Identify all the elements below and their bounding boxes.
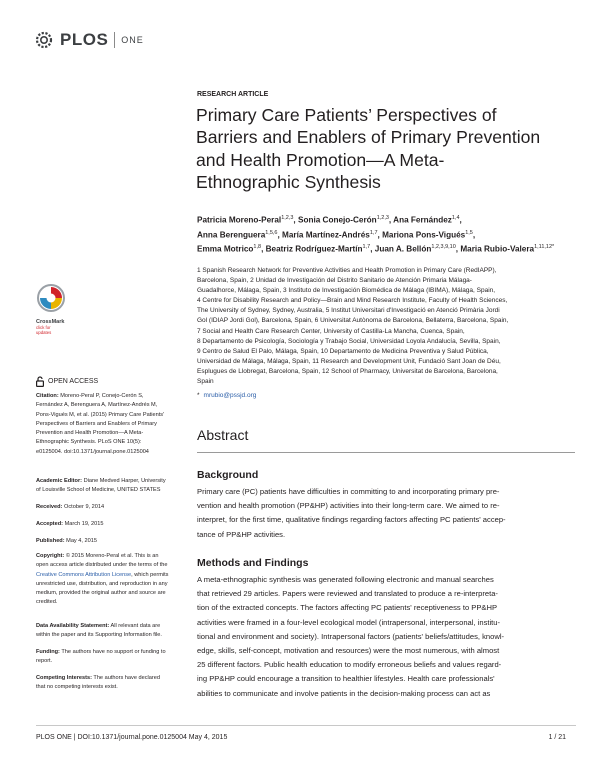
author-list: Patricia Moreno-Peral$^{1,2,3}$, Sonia Conejo-Cerón$^{1,2,3}$, Ana Fernández$^{1,4}$, Anna Berenguera$^{1,5,6}$, María Martínez-Andrés$^{1,7}$, Mariona Pons-Vigués$^{1,5}$, Emma Motrico$^{1,8}$, Beatriz Rodríguez-Martín$^{1,7}$, Juan A. Bellón$^{1,2,3,9,10}$, Maria Rubio-Valera$^{1,11,12*}$ [197,215,555,255]
received-label: Received: [36,504,63,510]
data-availability-line: within the paper and its Supporting Information file. [36,632,162,639]
funding-line: report. [36,658,53,665]
plos-logo-icon [34,30,56,50]
copyright-line: © 2015 Moreno-Peral et al. This is an [65,553,159,559]
affiliations [197,266,577,387]
published-label: Published: [36,538,65,544]
author-affil: 1,2,3 [281,215,294,221]
open-access-badge [36,376,98,387]
author-name[interactable]: Emma Motrico [197,245,254,255]
text-line: tion of the extracted concepts. The factors affecting PC patients' receptiveness to PP&HP [197,603,498,613]
published-date [36,537,176,546]
text-line: interpret, for the first time, qualitative findings regarding factors affecting PC patients' accep- [197,515,506,525]
funding-block [36,648,176,667]
author-affil: 1,8 [253,244,262,251]
affiliation-line: The University of Sydney, Sydney, Australia, 5 Institut Universitari d'Investigació en Atenció Primària Jordi [197,307,500,315]
author-affil: 1,7 [362,244,371,251]
affiliation-line: Barcelona, Spain, 2 Unidad de Investigación del Distrito Sanitario de Atención Primaria Málaga- [197,277,472,285]
abstract-heading: Abstract [197,427,249,443]
competing-interests-block [36,674,176,693]
affiliation-line: Universidad de Málaga, Málaga, Spain, 11 Research and Development Unit, Fundació Sant Joan de Déu, [197,357,501,365]
citation-line: Fernández A, Berenguera A, Martínez-Andrés M, [36,402,158,409]
affiliation-line: 7 Social and Health Care Research Center, University of Castilla-La Mancha, Cuenca, Spain, [197,327,465,335]
affiliation-line: 8 Departamento de Psicología, Sociología y Trabajo Social, Universidad Loyola Andalucía, Sevilla, Spain, [197,337,501,345]
copyright-line: medium, provided the original author and source are [36,590,166,597]
author-affil: 1,7 [369,229,378,236]
citation-label: Citation: [36,393,59,399]
license-link[interactable]: Creative Commons Attribution License [36,571,132,578]
affiliation-line: Spain [197,378,214,386]
section-divider [197,452,575,453]
logo-divider [114,32,115,48]
crossmark-label: CrossMark [36,319,65,325]
corresponding-marker: * [197,392,200,399]
data-availability-line: All relevant data are [110,623,161,629]
data-availability-label: Data Availability Statement: [36,623,110,629]
text-line: vention and health promotion (PP&HP) activities into their long-term care. We aimed to re- [197,501,500,511]
title-line: Primary Care Patients’ Perspectives of [196,105,497,125]
citation-line: Ethnographic Synthesis. PLoS ONE 10(5): [36,439,142,446]
affiliation-line: Esplugues de Llobregat, Barcelona, Spain, 12 School of Pharmacy, Universitat de Barcelona, Barcelona, [197,367,498,375]
citation-line: Pons-Vigués M, et al. (2015) Primary Care Patients' [36,411,165,418]
competing-interests-line: The authors have declared [93,675,160,681]
text-line: 25 different factors. Public health education to modify erroneous beliefs and values regard- [197,660,502,670]
affiliation-line: Gol (IDIAP Jordi Gol), Barcelona, Spain, 6 Universitat Autònoma de Barcelona, Bellaterra, Barcelona, Spain, [197,317,509,325]
footer-divider [36,725,576,726]
text-line: that retrieved 29 articles. Papers were reviewed and translated to produce a re-interpreta- [197,589,498,599]
copyright-block [36,552,176,608]
copyright-label: Copyright: [36,553,65,559]
citation-line: Perspectives of Barriers and Enablers of Primary [36,420,157,427]
copyright-line: open access article distributed under the terms of the [36,562,168,569]
page-number: 1 / 21 [548,734,566,741]
citation-line: Prevention and Health Promotion—A Meta- [36,430,144,437]
received-value: October 9, 2014 [64,504,105,510]
author-name[interactable]: Ana Fernández [393,215,452,225]
author-name[interactable]: María Martínez-Andrés [282,230,370,240]
journal-name: ONE [121,35,144,45]
citation-line: Moreno-Peral P, Conejo-Cerón S, [60,393,144,399]
accepted-label: Accepted: [36,521,64,527]
author-affil: 1,5,6 [265,229,278,236]
funding-line: The authors have no support or funding to [61,649,166,655]
text-line: abilities to communicate and involve patients in the decision-making process can act as [197,688,491,698]
text-line: activities were framed in a four-level ecological model (intrapersonal, interpersonal, institu- [197,617,501,627]
brand-name: PLOS [60,30,109,49]
competing-interests-label: Competing Interests: [36,675,92,681]
editor-label: Academic Editor: [36,478,83,484]
accepted-value: March 19, 2015 [64,521,104,527]
affiliation-line: 4 Centre for Disability Research and Policy—Brain and Mind Research Institute, Faculty of Health Sciences, [197,297,508,305]
author-name[interactable]: Maria Rubio-Valera [460,245,535,255]
title-line: Ethnographic Synthesis [196,172,381,193]
received-date [36,503,176,512]
affiliation-line: 1 Spanish Research Network for Preventive Activities and Health Promotion in Primary Care (RedIAPP), [197,267,497,274]
open-lock-icon [36,376,44,387]
copyright-line: credited. [36,599,58,606]
citation-block [36,392,176,457]
title-line: Barriers and Enablers of Primary Prevention [196,127,541,148]
text-line: tional and environment and society). Intrapersonal factors (patients' beliefs/attitudes, knowl- [197,631,505,641]
author-name[interactable]: Patricia Moreno-Peral [197,215,282,225]
crossmark-badge[interactable] [36,283,66,335]
funding-label: Funding: [36,649,60,655]
author-affil: 1,5 [465,229,473,236]
text-line: A meta-ethnographic synthesis was generated following electronic and manual searches [197,575,494,584]
author-name[interactable]: Juan A. Bellón [374,245,432,255]
editor-line: of Louisville School of Medicine, UNITED STATES [36,487,161,494]
corresponding-email [197,392,256,399]
academic-editor-block [36,477,176,496]
author-affil: 1,2,3,9,10 [431,244,456,251]
open-access-label: OPEN ACCESS [48,378,99,385]
methods-heading: Methods and Findings [197,557,309,569]
data-availability-block [36,622,176,641]
competing-interests-line: that no competing interests exist. [36,684,118,691]
background-heading: Background [197,469,259,481]
text-line: ing PP&HP could encourage a transition to healthier lifestyles. Health care professionals' [197,674,495,684]
crossmark-sublabel: click for updates [36,325,52,335]
author-name[interactable]: Anna Berenguera [197,230,266,240]
author-name[interactable]: Beatriz Rodríguez-Martín [265,245,363,255]
background-paragraph [197,485,575,542]
article-title [196,104,576,194]
author-name[interactable]: Mariona Pons-Vigués [382,230,466,240]
methods-paragraph [197,573,575,701]
editor-line: Diane Medved Harper, University [83,478,166,484]
article-type: RESEARCH ARTICLE [197,91,269,98]
text-line: Primary care (PC) patients have difficulties in committing to and incorporating primary pre- [197,487,500,496]
title-line: and Health Promotion—A Meta- [196,149,445,170]
published-value: May 4, 2015 [66,538,97,544]
affiliation-line: Guadalhorce, Málaga, Spain, 3 Instituto de Investigación Biomédica de Málaga (IBIMA), Málaga, Spain, [197,287,496,295]
text-line: edge, skills, self-concept, motivation and resources) were the most numerous, with almost [197,646,500,656]
footer-citation: PLOS ONE | DOI:10.1371/journal.pone.0125004 May 4, 2015 [36,734,228,741]
accepted-date [36,520,176,529]
affiliation-line: 9 Centro de Salud El Palo, Málaga, Spain, 10 Departamento de Medicina Preventiva y Salud Pública, [197,347,489,355]
journal-logo[interactable] [34,30,144,50]
author-affil: 1,4 [451,215,460,221]
copyright-line: unrestricted use, distribution, and reproduction in any [36,580,168,587]
author-affil: 1,2,3 [376,215,389,221]
text-line: tance of PP&HP activities. [197,529,286,539]
author-name[interactable]: Sonia Conejo-Cerón [297,215,377,225]
citation-line: e0125004. doi:10.1371/journal.pone.0125004 [36,448,149,455]
copyright-link-tail: , which permits [131,571,169,578]
crossmark-icon [36,283,66,313]
email-link[interactable]: mrubio@pssjd.org [203,392,257,399]
author-affil: 1,11,12* [534,244,555,251]
